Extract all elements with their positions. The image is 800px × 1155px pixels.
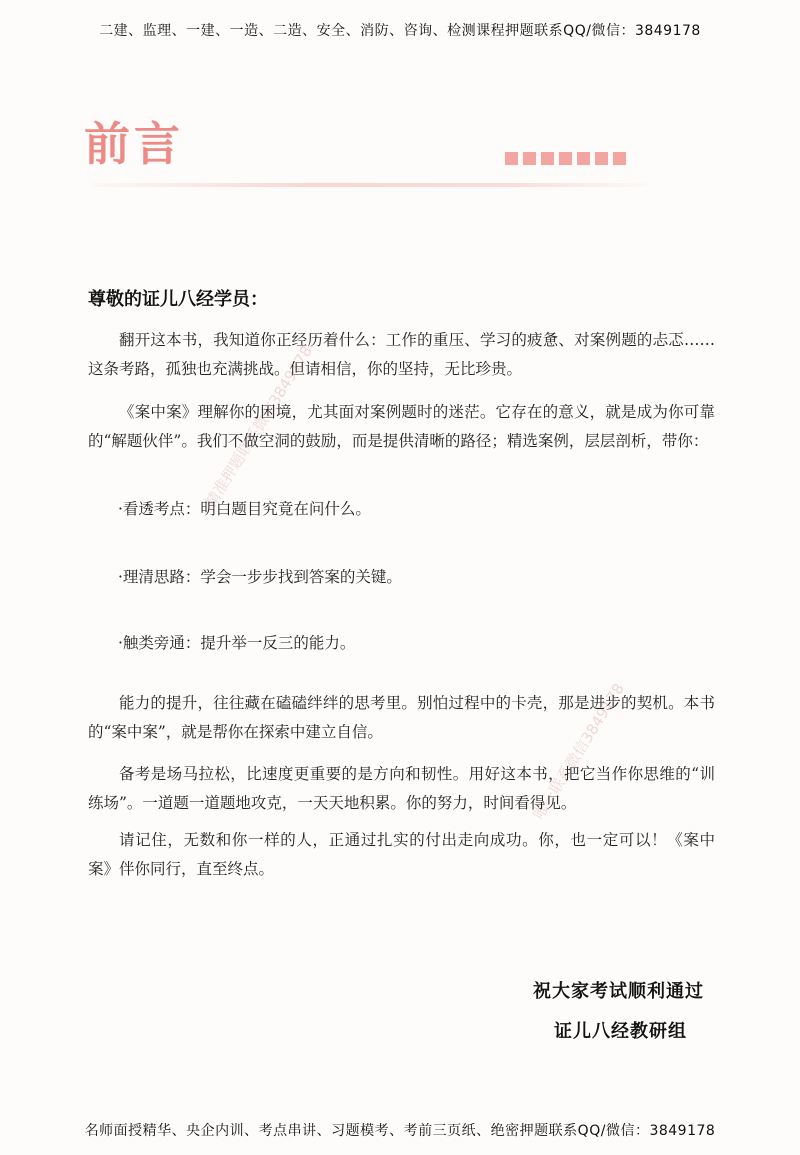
bullet-item: ·触类旁通：提升举一反三的能力。 [118, 634, 356, 652]
closing-wish: 祝大家考试顺利通过 [533, 981, 704, 1002]
closing-signature: 证儿八经教研组 [554, 1021, 687, 1042]
watermark: 精准押题联系微信3849178 [201, 342, 316, 511]
bullet-item: ·理清思路：学会一步步找到答案的关键。 [118, 568, 402, 586]
deco-square [577, 152, 590, 165]
watermark: 唯一联系微信3849178 [529, 680, 629, 823]
paragraph-4: 备考是场马拉松，比速度更重要的是方向和韧性。用好这本书，把它当作你思维的“训练场”。一道题一道题地攻克，一天天地积累。你的努力，时间看得见。 [88, 765, 715, 812]
bullet-item: ·看透考点：明白题目究竟在问什么。 [118, 500, 371, 518]
deco-square [595, 152, 608, 165]
deco-square [505, 152, 518, 165]
title-underline [92, 183, 647, 187]
deco-square [559, 152, 572, 165]
deco-square [523, 152, 536, 165]
salutation: 尊敬的证儿八经学员： [88, 289, 268, 310]
deco-square [541, 152, 554, 165]
bottom-banner: 名师面授精华、央企内训、考点串讲、习题模考、考前三页纸、绝密押题联系QQ/微信：3849178 [84, 1123, 716, 1139]
top-banner: 二建、监理、一建、一造、二造、安全、消防、咨询、检测课程押题联系QQ/微信：3849178 [99, 23, 701, 39]
paragraph-1: 翻开这本书，我知道你正经历着什么：工作的重压、学习的疲惫、对案例题的忐忑……这条考路，孤独也充满挑战。但请相信，你的坚持，无比珍贵。 [88, 331, 715, 378]
page-title: 前言 [84, 117, 184, 171]
paragraph-2: 《案中案》理解你的困境，尤其面对案例题时的迷茫。它存在的意义，就是成为你可靠的“解题伙伴”。我们不做空洞的鼓励，而是提供清晰的路径；精选案例，层层剖析，带你： [88, 403, 715, 450]
title-decoration [505, 152, 626, 165]
paragraph-5: 请记住，无数和你一样的人，正通过扎实的付出走向成功。你，也一定可以！《案中案》伴你同行，直至终点。 [88, 831, 715, 878]
deco-square [613, 152, 626, 165]
paragraph-3: 能力的提升，往往藏在磕磕绊绊的思考里。别怕过程中的卡壳，那是进步的契机。本书的“案中案”，就是帮你在探索中建立自信。 [88, 694, 715, 741]
